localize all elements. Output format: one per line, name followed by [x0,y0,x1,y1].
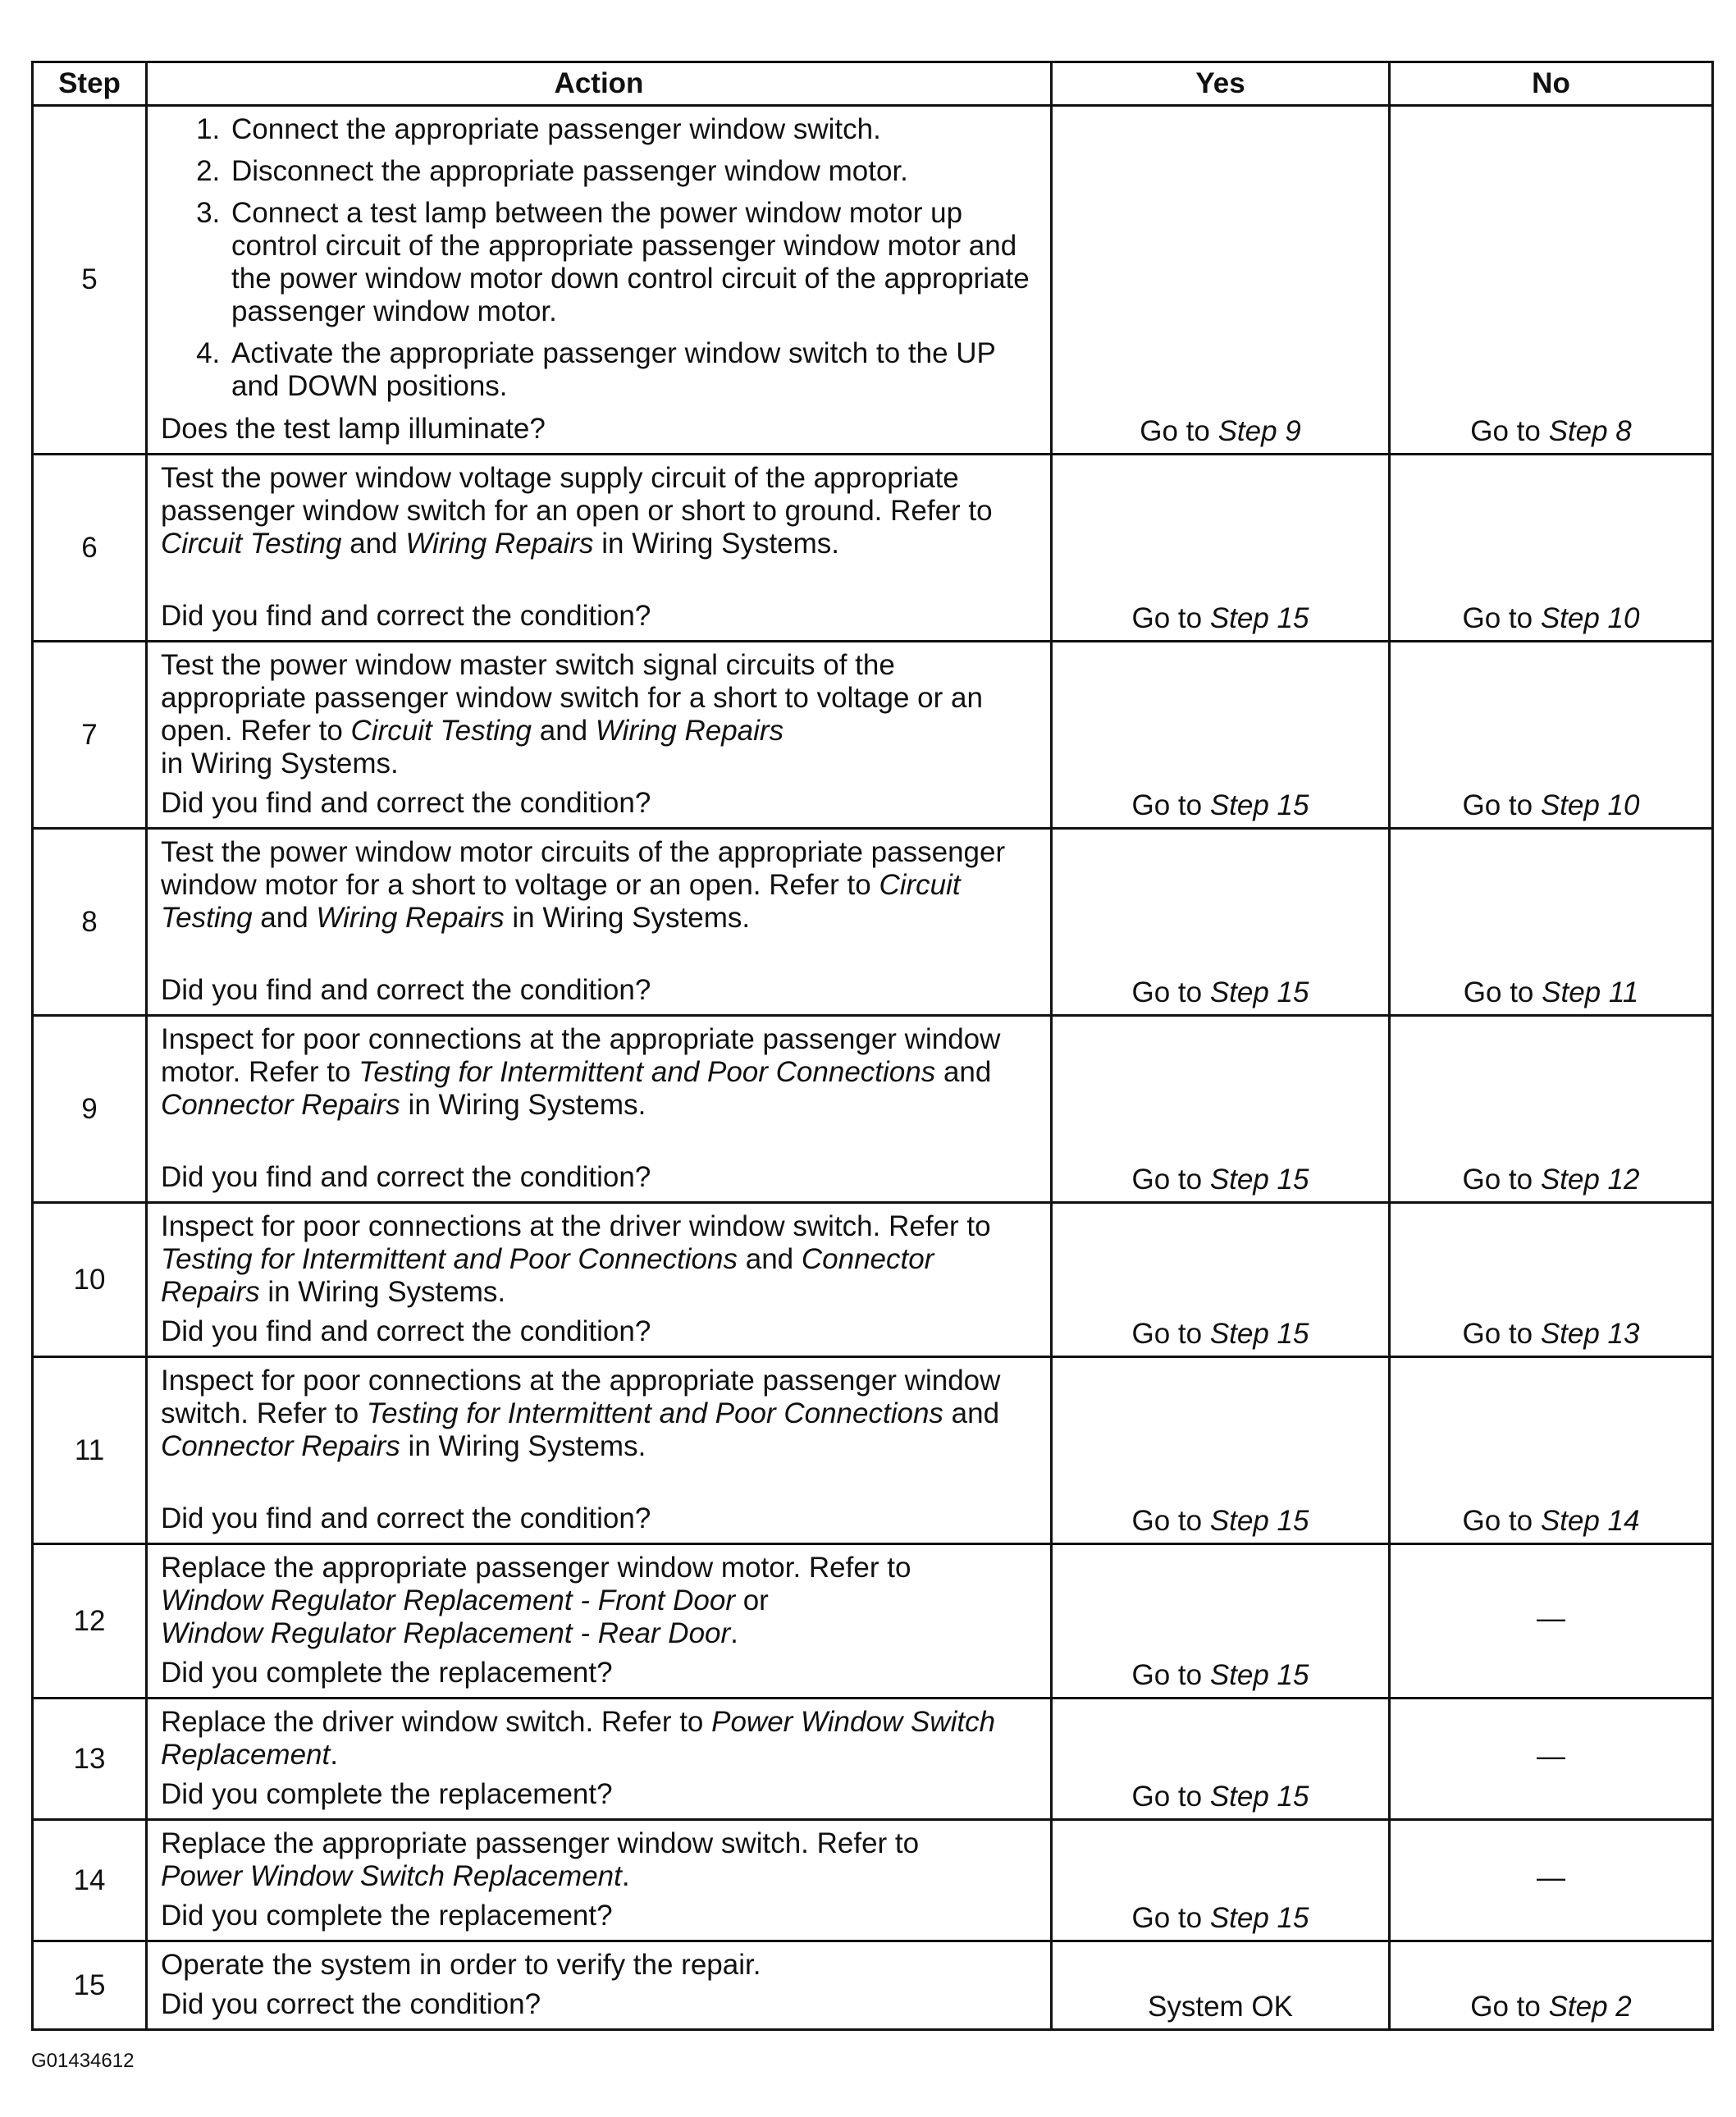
step-number: 12 [33,1544,147,1699]
table-row [33,1544,1713,1699]
action-question: Does the test lamp illuminate? [161,413,546,445]
no-result: Go to Step 13 [1390,1203,1713,1357]
table-row [33,1357,1713,1544]
action-question: Did you find and correct the condition? [161,787,651,819]
action-text: Replace the appropriate passenger window switch. Refer to Power Window Switch Replacement. [161,1827,920,1892]
action-text: Test the power window motor circuits of the appropriate passenger window motor for a short to voltage or an open. Refer to Circuit Testing and Wiring Repairs in Wiring Systems. [161,836,1006,934]
no-result: Go to Step 2 [1390,1941,1713,2030]
action-cell [147,1016,1052,1203]
no-result: — [1390,1544,1713,1699]
action-text: Inspect for poor connections at the appropriate passenger window switch. Refer to Testing for Intermittent and Poor Connections and Connector Repairs in Wiring Systems. [161,1365,1001,1462]
step-number: 13 [33,1699,147,1820]
action-question: Did you find and correct the condition? [161,974,651,1006]
action-content [161,113,1039,446]
header-yes: Yes [1052,62,1390,106]
action-content [161,1706,1039,1811]
action-content [161,1365,1039,1535]
step-number: 9 [33,1016,147,1203]
table-row [33,1203,1713,1357]
action-cell [147,106,1052,455]
action-content [161,649,1039,820]
action-text: Inspect for poor connections at the appropriate passenger window motor. Refer to Testing for Intermittent and Poor Connections and Connector Repairs in Wiring Systems. [161,1023,1001,1121]
header-step: Step [33,62,147,106]
action-text: Inspect for poor connections at the driver window switch. Refer to Testing for Intermittent and Poor Connections and Connector Repairs in Wiring Systems. [161,1210,991,1308]
action-question: Did you correct the condition? [161,1988,541,2020]
action-content [161,1827,1039,1932]
yes-result: System OK [1052,1941,1390,2030]
action-cell [147,1203,1052,1357]
table-row [33,642,1713,829]
header-no: No [1390,62,1713,106]
diagnostic-table [31,61,1714,2031]
yes-result: Go to Step 15 [1052,829,1390,1016]
yes-result: Go to Step 15 [1052,1544,1390,1699]
action-text: Operate the system in order to verify the repair. [161,1949,761,1981]
table-row [33,1941,1713,2030]
table-row [33,106,1713,455]
no-result: Go to Step 12 [1390,1016,1713,1203]
no-result: — [1390,1699,1713,1820]
table-row [33,1820,1713,1941]
action-content [161,1210,1039,1348]
table-row [33,1699,1713,1820]
step-number: 5 [33,106,147,455]
table-row [33,829,1713,1016]
table-header-row [33,62,1713,106]
header-action: Action [147,62,1052,106]
step-number: 6 [33,455,147,642]
step-number: 11 [33,1357,147,1544]
yes-result: Go to Step 15 [1052,1699,1390,1820]
action-content [161,836,1039,1007]
step-number: 15 [33,1941,147,2030]
step-number: 14 [33,1820,147,1941]
table-row [33,455,1713,642]
action-content [161,1949,1039,2021]
step-number: 8 [33,829,147,1016]
yes-result: Go to Step 15 [1052,1016,1390,1203]
action-question: Did you complete the replacement? [161,1778,613,1810]
yes-result: Go to Step 15 [1052,455,1390,642]
action-text: 1. Connect the appropriate passenger window switch. 2. Disconnect the appropriate passenger window motor. 3. Connect a test lamp between the power window motor up control circuit of the appropriate passenger window motor and the power window motor down control circuit of the appropriate passenger window motor. 4. Activate the appropriate passenger window switch to the UP and DOWN positions. [161,113,1039,412]
yes-result: Go to Step 15 [1052,1820,1390,1941]
action-question: Did you find and correct the condition? [161,1161,651,1193]
table-row [33,1016,1713,1203]
action-cell [147,1699,1052,1820]
yes-result: Go to Step 15 [1052,642,1390,829]
no-result: Go to Step 11 [1390,829,1713,1016]
yes-result: Go to Step 9 [1052,106,1390,455]
table-body [33,106,1713,2030]
action-cell [147,1820,1052,1941]
action-cell [147,642,1052,829]
action-question: Did you find and correct the condition? [161,1502,651,1534]
no-result: Go to Step 10 [1390,455,1713,642]
action-cell [147,1941,1052,2030]
action-text: Replace the appropriate passenger window motor. Refer to Window Regulator Replacement - Front Door or Window Regulator Replacement - Rear Door. [161,1552,911,1649]
action-text: Test the power window master switch signal circuits of the appropriate passenger window switch for a short to voltage or an open. Refer to Circuit Testing and Wiring Repairs in Wiring Systems. [161,649,983,780]
step-number: 7 [33,642,147,829]
action-question: Did you complete the replacement? [161,1657,613,1689]
action-text: Test the power window voltage supply circuit of the appropriate passenger window switch for an open or short to ground. Refer to Circuit Testing and Wiring Repairs in Wiring Systems. [161,462,993,560]
action-cell [147,455,1052,642]
step-number: 10 [33,1203,147,1357]
action-cell [147,1357,1052,1544]
action-text: Replace the driver window switch. Refer to Power Window Switch Replacement. [161,1706,996,1771]
yes-result: Go to Step 15 [1052,1203,1390,1357]
no-result: Go to Step 10 [1390,642,1713,829]
action-cell [147,829,1052,1016]
no-result: Go to Step 8 [1390,106,1713,455]
no-result: Go to Step 14 [1390,1357,1713,1544]
action-content [161,1552,1039,1689]
yes-result: Go to Step 15 [1052,1357,1390,1544]
figure-id: G01434612 [31,2050,135,2072]
action-content [161,1023,1039,1194]
no-result: — [1390,1820,1713,1941]
action-content [161,462,1039,633]
action-cell [147,1544,1052,1699]
action-question: Did you complete the replacement? [161,1900,613,1932]
action-question: Did you find and correct the condition? [161,600,651,632]
action-question: Did you find and correct the condition? [161,1315,651,1347]
